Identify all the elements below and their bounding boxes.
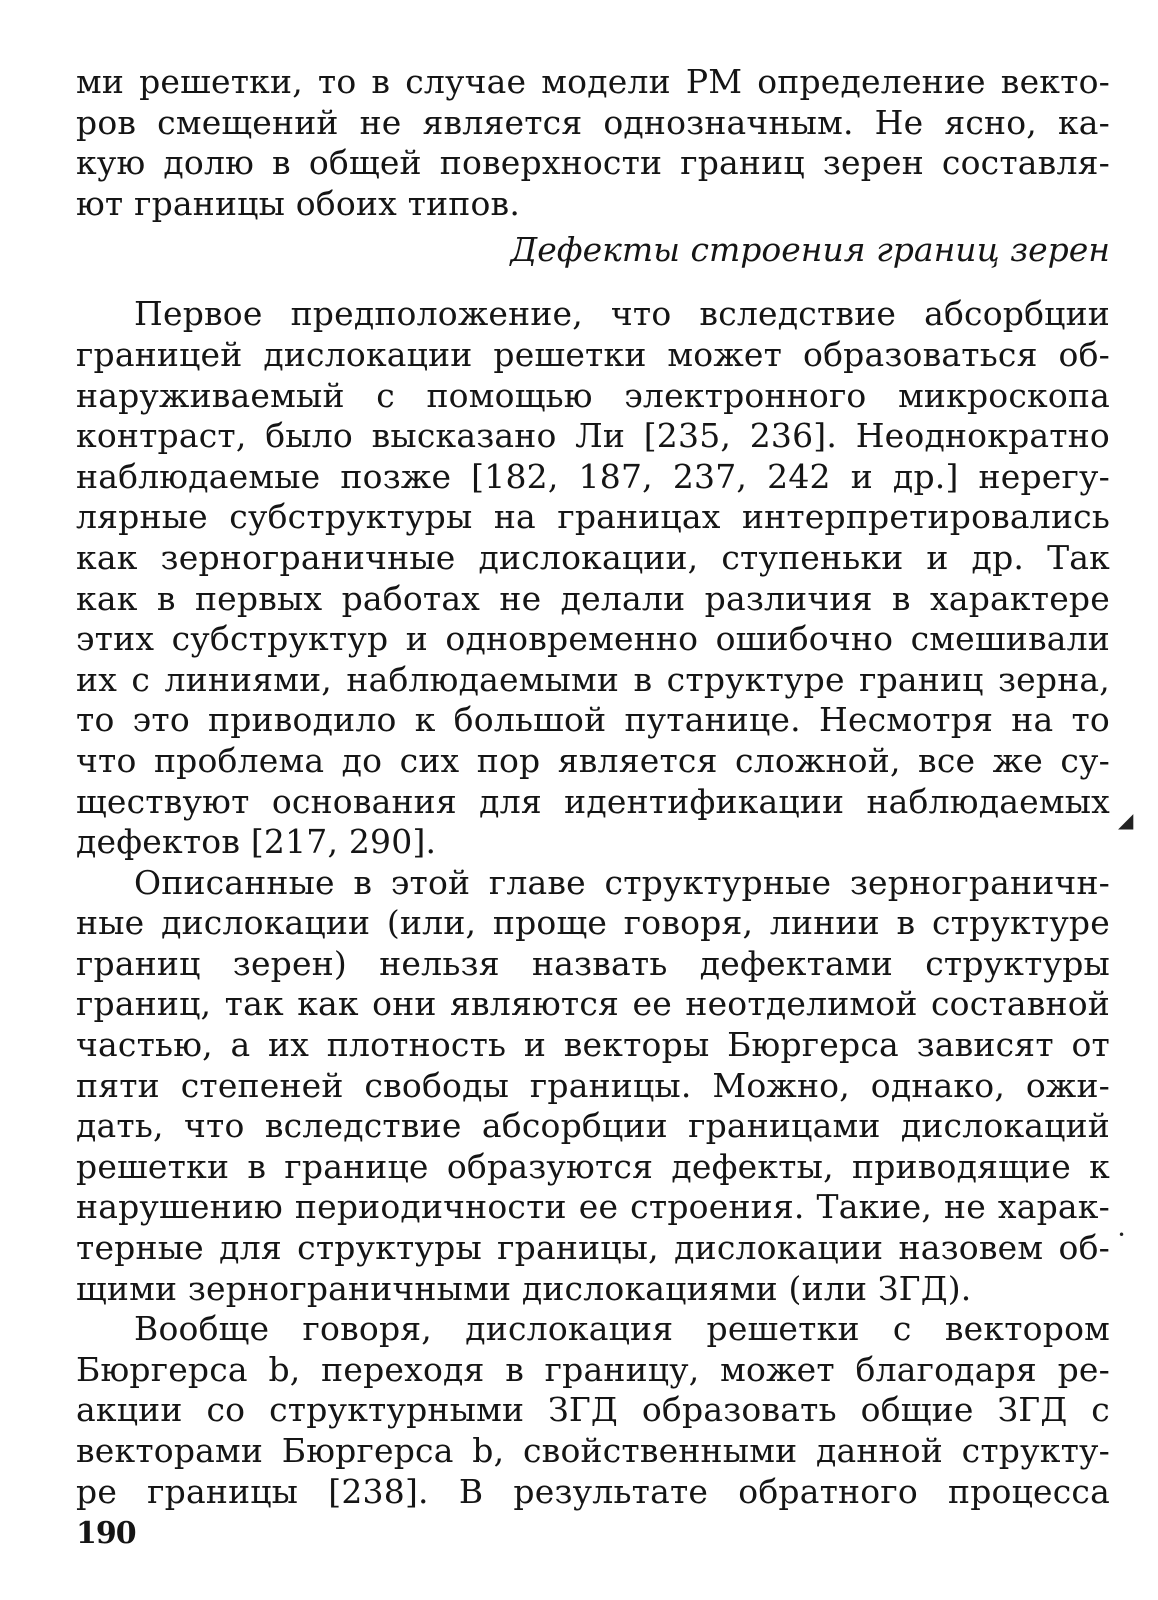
text-line: пяти степеней свободы границы. Можно, однако, ожи- — [76, 1065, 1110, 1105]
text-line: решетки в границе образуются дефекты, приводящие к — [76, 1146, 1110, 1186]
text-line: Первое предположение, что вследствие абсорбции — [134, 294, 1110, 334]
text-line: ществуют основания для идентификации наблюдаемых — [76, 781, 1110, 821]
page-number: 190 — [76, 1516, 136, 1551]
text-line: границ, так как они являются ее неотделимой составной — [76, 984, 1110, 1024]
text-line: наруживаемый с помощью электронного микроскопа — [76, 375, 1110, 415]
margin-dot-icon: • — [1118, 1228, 1126, 1242]
text-line: лярные субструктуры на границах интерпретировались — [76, 497, 1110, 537]
text-line: дефектов [217, 290]. — [76, 822, 437, 862]
text-line: границей дислокации решетки может образоваться об- — [76, 334, 1110, 374]
paragraph-1 — [76, 294, 1110, 862]
text-line: кую долю в общей поверхности границ зерен составля- — [76, 143, 1110, 183]
text-line: акции со структурными ЗГД образовать общие ЗГД с — [76, 1390, 1110, 1430]
text-line: их с линиями, наблюдаемыми в структуре границ зерна, — [76, 659, 1110, 699]
text-line: частью, а их плотность и векторы Бюргерса зависят от — [76, 1025, 1110, 1065]
text-line: ные дислокации (или, проще говоря, линии в структуре — [76, 903, 1110, 943]
margin-mark-icon: ◢ — [1118, 808, 1134, 832]
text-line: как зернограничные дислокации, ступеньки и др. Так — [76, 537, 1110, 577]
section-heading: Дефекты строения границ зерен — [510, 230, 1110, 270]
text-line: Описанные в этой главе структурные зернограничн- — [134, 862, 1110, 902]
text-line: векторами Бюргерса b, свойственными данной структу- — [76, 1431, 1110, 1470]
text-line: Вообще говоря, дислокация решетки с вектором — [134, 1309, 1110, 1349]
text-line: ре границы [238]. В результате обратного процесса — [76, 1471, 1110, 1511]
text-line: ров смещений не является однозначным. Не ясно, ка- — [76, 102, 1110, 142]
text-line: наблюдаемые позже [182, 187, 237, 242 и др.] нерегу- — [76, 456, 1110, 496]
text-line: терные для структуры границы, дислокации назовем об- — [76, 1228, 1110, 1268]
text-line: дать, что вследствие абсорбции границами дислокаций — [76, 1106, 1110, 1146]
text-line: что проблема до сих пор является сложной, все же су- — [76, 740, 1110, 780]
text-line: как в первых работах не делали различия в характере — [76, 578, 1110, 618]
text-line: щими зернограничными дислокациями (или ЗГД). — [76, 1268, 972, 1308]
text-line: нарушению периодичности ее строения. Такие, не харак- — [76, 1187, 1110, 1227]
intro-block — [76, 62, 1110, 224]
paragraph-2 — [76, 863, 1110, 1310]
text-line: то это приводило к большой путанице. Несмотря на то — [76, 700, 1110, 740]
text-line: ми решетки, то в случае модели PM определение векто- — [76, 62, 1110, 101]
text-line: этих субструктур и одновременно ошибочно смешивали — [76, 619, 1110, 659]
page-content — [76, 62, 1110, 1512]
text-line: Бюргерса b, переходя в границу, может благодаря ре- — [76, 1349, 1110, 1389]
text-line: границ зерен) нельзя назвать дефектами структуры — [76, 943, 1110, 983]
text-line: контраст, было высказано Ли [235, 236]. Неоднократно — [76, 416, 1110, 456]
text-line: ют границы обоих типов. — [76, 183, 521, 223]
paragraph-3 — [76, 1309, 1110, 1512]
